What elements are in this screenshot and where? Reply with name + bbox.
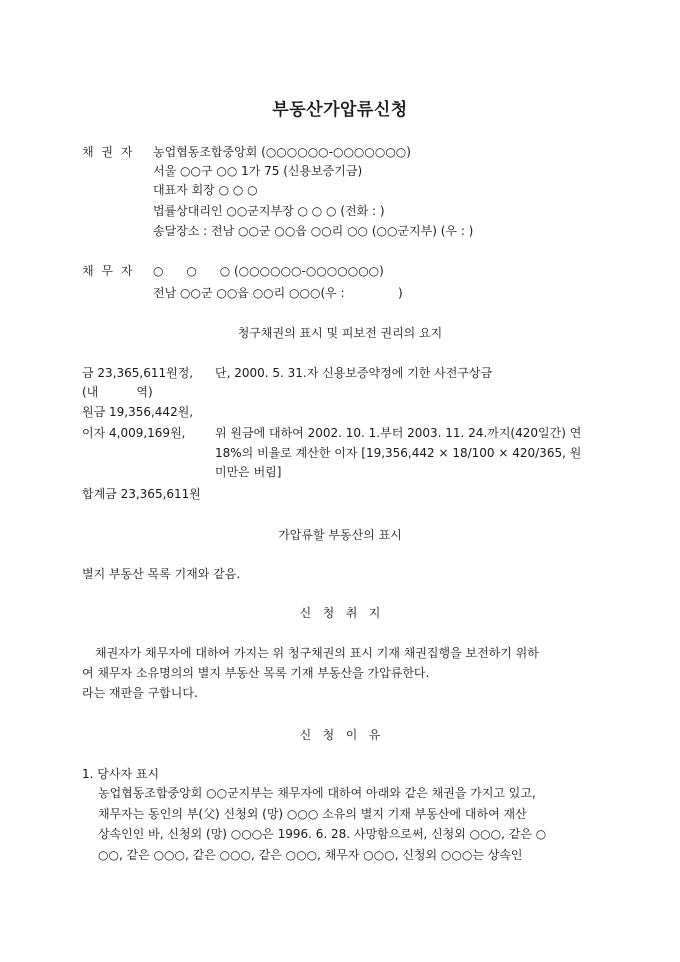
section-title: 1. 당사자 표시 bbox=[82, 767, 160, 781]
property-heading: 가압류할 부동산의 표시 bbox=[278, 528, 402, 542]
creditor-line: 대표자 회장 ○ ○ ○ bbox=[153, 183, 258, 197]
claim-principal: 원금 19,356,442원, bbox=[82, 405, 194, 419]
claim-interest: 이자 4,009,169원, bbox=[82, 426, 186, 440]
claim-interest-note: 18%의 비율로 계산한 이자 [19,356,442 × 18/100 × 420/365, 원 bbox=[215, 446, 582, 460]
document-title: 부동산가압류신청 bbox=[272, 100, 408, 120]
claim-amount-note: 단, 2000. 5. 31.자 신용보증약정에 기한 사전구상금 bbox=[215, 366, 493, 380]
creditor-line: 송달장소 : 전남 ○○군 ○○읍 ○○리 ○○ (○○군지부) (우 : ) bbox=[153, 224, 474, 238]
creditor-line: 서울 ○○구 ○○ 1가 75 (신용보증기금) bbox=[153, 164, 363, 178]
section-line: 농업협동조합중앙회 ○○군지부는 채무자에 대하여 아래와 같은 채권을 가지고 있고, bbox=[98, 786, 536, 800]
claim-amount: 금 23,365,611원정, bbox=[82, 366, 194, 380]
property-text: 별지 부동산 목록 기재와 같음. bbox=[82, 567, 241, 581]
claim-interest-note: 위 원금에 대하여 2002. 10. 1.부터 2003. 11. 24.까지(420일간) 연 bbox=[215, 426, 582, 440]
debtor-line: 전남 ○○군 ○○읍 ○○리 ○○○(우 : ) bbox=[153, 286, 403, 300]
creditor-line: 법률상대리인 ○○군지부장 ○ ○ ○ (전화 : ) bbox=[153, 204, 385, 218]
purpose-text: 채권자가 채무자에 대하여 가지는 위 청구채권의 표시 기재 채권집행을 보전하기 위하 bbox=[95, 646, 539, 660]
claim-heading: 청구채권의 표시 및 피보전 권리의 요지 bbox=[237, 326, 443, 340]
reason-heading: 신 청 이 유 bbox=[299, 728, 381, 742]
debtor-label: 채 무 자 bbox=[82, 264, 135, 278]
creditor-line: 농업협동조합중앙회 (○○○○○○-○○○○○○○) bbox=[153, 145, 411, 159]
claim-total: 합계금 23,365,611원 bbox=[82, 487, 201, 501]
creditor-label: 채 권 자 bbox=[82, 145, 135, 159]
claim-breakdown-label: (내 역) bbox=[82, 385, 153, 399]
claim-interest-note: 미만은 버림] bbox=[215, 465, 282, 479]
debtor-line: ○ ○ ○ (○○○○○○-○○○○○○○) bbox=[153, 264, 384, 278]
purpose-heading: 신 청 취 지 bbox=[299, 606, 381, 620]
section-line: 상속인인 바, 신청외 (망) ○○○은 1996. 6. 28. 사망함으로써, 신청외 ○○○, 같은 ○ bbox=[98, 827, 547, 841]
purpose-text: 여 채무자 소유명의의 별지 부동산 목록 기재 부동산을 가압류한다. bbox=[82, 666, 430, 680]
section-line: ○○, 같은 ○○○, 같은 ○○○, 같은 ○○○, 채무자 ○○○, 신청외 ○○○는 상속인 bbox=[98, 848, 523, 862]
purpose-text: 라는 재판을 구합니다. bbox=[82, 686, 198, 700]
section-line: 채무자는 동인의 부(父) 신청외 (망) ○○○ 소유의 별지 기재 부동산에 대하여 재산 bbox=[98, 807, 527, 821]
